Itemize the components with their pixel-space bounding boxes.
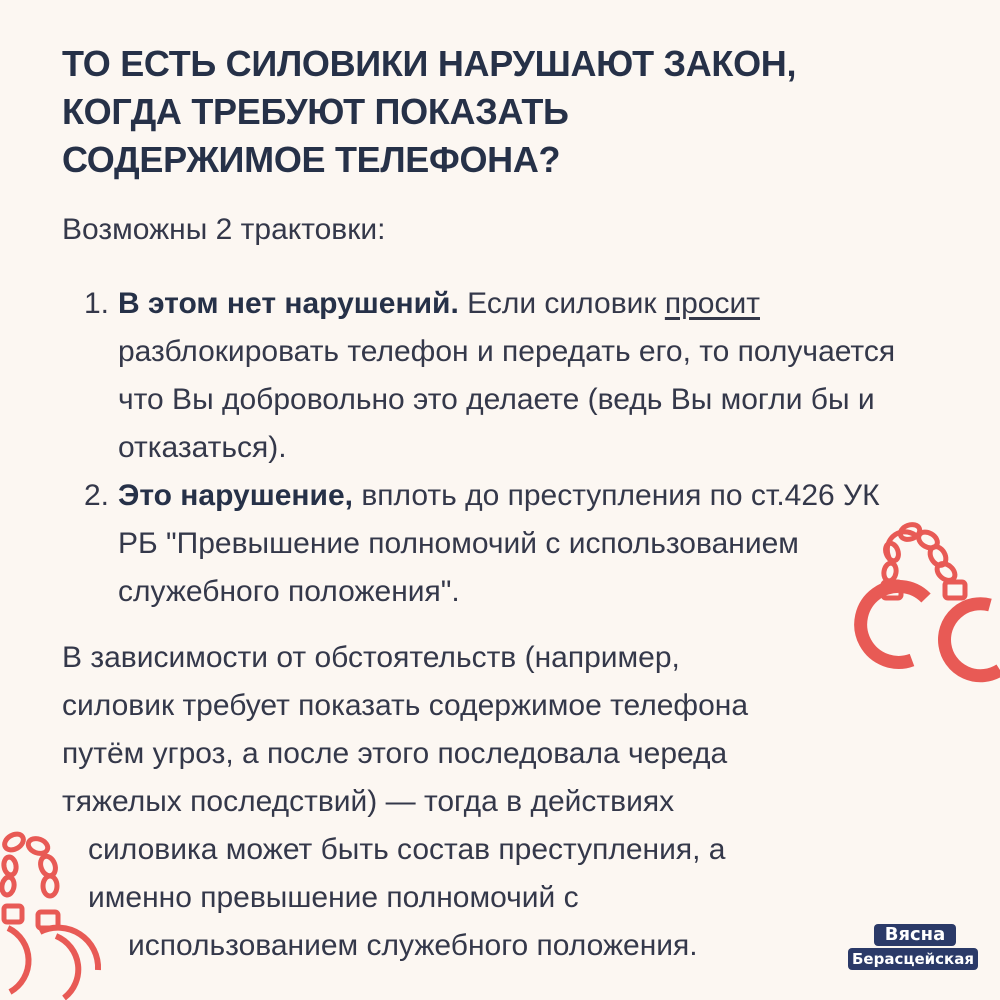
paragraph-line: путём угроз, а после этого последовала череда xyxy=(62,737,728,770)
title-line: СОДЕРЖИМОЕ ТЕЛЕФОНА? xyxy=(62,139,561,180)
list-item-underlined: просит xyxy=(664,287,760,320)
title-line: ТО ЕСТЬ СИЛОВИКИ НАРУШАЮТ ЗАКОН, xyxy=(62,43,797,84)
title-line: КОГДА ТРЕБУЮТ ПОКАЗАТЬ xyxy=(62,91,569,132)
list-item-bold: В этом нет нарушений. xyxy=(118,287,459,320)
list-item-text: разблокировать телефон и передать его, то получается что Вы добровольно это делаете (ведь Вы могли бы и отказаться). xyxy=(118,335,896,464)
paragraph-line: силовик требует показать содержимое телефона xyxy=(62,689,749,722)
page-title xyxy=(62,40,922,184)
handcuffs-icon-right xyxy=(850,510,1000,685)
list-item xyxy=(80,472,900,616)
vyasna-logo xyxy=(848,924,978,974)
list-item-text: вплоть до преступления по ст.426 УК РБ "Превышение полномочий с использованием служебного положения". xyxy=(118,479,880,608)
interpretations-list xyxy=(80,280,900,616)
paragraph-line: силовика может быть состав преступления, а xyxy=(88,833,726,866)
paragraph-line: тяжелых последствий) — тогда в действиях xyxy=(62,785,675,818)
paragraph-line: именно превышение полномочий с xyxy=(88,881,579,914)
paragraph-line: В зависимости от обстоятельств (например, xyxy=(62,641,680,674)
list-item-bold: Это нарушение, xyxy=(118,479,353,512)
logo-line-1: Вясна xyxy=(874,924,956,946)
list-item xyxy=(80,280,900,472)
list-number: 1. xyxy=(84,287,110,320)
intro-text: Возможны 2 трактовки: xyxy=(62,213,386,246)
list-item-text: Если силовик xyxy=(458,287,665,320)
list-number: 2. xyxy=(84,479,110,512)
handcuffs-icon-left xyxy=(0,820,130,1000)
logo-line-2: Берасцейская xyxy=(848,948,978,970)
conclusion-paragraph xyxy=(62,634,922,970)
paragraph-line: использованием служебного положения. xyxy=(128,929,698,962)
